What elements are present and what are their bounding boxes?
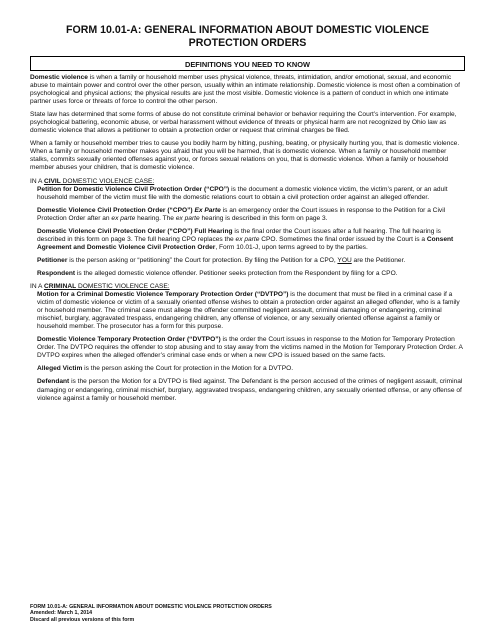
footer-amended-date: Amended: March 1, 2014: [30, 610, 93, 617]
civil-heading-suffix: DOMESTIC VIOLENCE CASE:: [60, 177, 155, 185]
petitioner-you: YOU: [337, 256, 352, 264]
criminal-heading-suffix: DOMESTIC VIOLENCE CASE:: [76, 282, 170, 290]
civil-case-heading: [30, 178, 465, 186]
full-hearing-paragraph: [37, 228, 465, 252]
term-domestic-violence: Domestic violence: [30, 74, 88, 81]
term-petitioner: Petitioner: [37, 256, 68, 264]
ex-parte-text-3: hearing is described in this form on page 3.: [199, 214, 328, 222]
alleged-victim-text: is the person asking the Court for protection in the Motion for a DVTPO.: [82, 365, 294, 373]
term-dvtpo-motion: Motion for a Criminal Domestic Violence Temporary Protection Order (“DVTPO”): [37, 291, 289, 299]
petitioner-end: are the Petitioner.: [351, 256, 406, 264]
footer-form-title: FORM 10.01-A: GENERAL INFORMATION ABOUT DOMESTIC VIOLENCE PROTECTION ORDERS: [30, 604, 272, 610]
full-hearing-text-3: , Form 10.01-J, upon terms agreed to by the parties.: [215, 243, 368, 251]
term-alleged-victim: Alleged Victim: [37, 365, 83, 373]
footer-discard-note: Discard all previous versions of this form: [30, 616, 135, 623]
term-ex-parte-italic: Ex Parte: [194, 206, 221, 214]
ex-parte-italic-3: ex parte: [175, 214, 200, 222]
dvtpo-order-paragraph: [37, 336, 465, 360]
full-hearing-italic: ex parte: [235, 235, 260, 243]
ex-parte-text-1: is an emergency order the Court issues in response to the Petition for a Civil Protection Order after an: [37, 206, 446, 222]
petitioner-text: is the person asking or “petitioning” the Court for protection. By filing the Petition for a CPO,: [67, 256, 338, 264]
respondent-text: is the alleged domestic violence offender. Petitioner seeks protection from the Respondent by filing for a CPO.: [75, 269, 398, 277]
family-member-paragraph: When a family or household member tries to cause you bodily harm by hitting, pushing, beating, or physically hurting you, that is domestic violence. When a family or household member makes you afraid that you will be harmed, that is domestic violence. When a family or household member stalks, commits sexually oriented offenses against you, or forces sexual relations on you, that is domestic violence. When a family or household member abuses your children, that is domestic violence.: [30, 140, 460, 172]
term-cpo-ex-parte: Domestic Violence Civil Protection Order (“CPO”): [37, 206, 195, 214]
page-title: [30, 24, 465, 50]
defendant-text: is the person the Motion for a DVTPO is filed against. The Defendant is the person accused of the crimes of negligent assault, criminal damaging or endangering, criminal mischief, burglary, aggravated trespass, endangering children, any sexually oriented offense, or any offense of violence against a family or household member.: [37, 378, 463, 402]
dvtpo-motion-paragraph: [37, 291, 465, 331]
term-dvtpo-order: Domestic Violence Temporary Protection Order (“DVTPO”): [37, 336, 221, 344]
ex-parte-paragraph: [37, 207, 465, 223]
title-line-1: FORM 10.01-A: GENERAL INFORMATION ABOUT DOMESTIC VIOLENCE: [66, 24, 429, 36]
term-respondent: Respondent: [37, 269, 76, 277]
full-hearing-text-1: is the final order the Court issues after a full hearing. The full hearing is described in this form on page 3. The full hearing CPO replaces the: [37, 227, 441, 243]
term-full-hearing: Domestic Violence Civil Protection Order (“CPO”) Full Hearing: [37, 227, 233, 235]
term-defendant: Defendant: [37, 378, 70, 386]
criminal-heading-prefix: IN A: [30, 282, 44, 290]
dvtpo-order-text: is the order the Court issues in response to the Motion for Temporary Protection Order. The DVTPO requires the offender to stop abusing and to stay away from the victims named in the Motion for Temporary Protection Order. A DVTPO expires when the alleged offender’s criminal case ends or when a new CPO is issued based on the same facts.: [37, 336, 463, 360]
criminal-case-heading: [30, 283, 465, 291]
ex-parte-text-2: hearing. The: [135, 214, 176, 222]
ex-parte-italic-2: ex parte: [111, 214, 136, 222]
intro-text: is when a family or household member uses physical violence, threats, intimidation, and/or emotional, sexual, and economic abuse to maintain power and control over the other person, usually within an intimate relationship. Domestic violence is most often a combination of psychological and physical actions; the physical results are just the most visible. Domestic violence is a pattern of conduct in which one intimate partner uses force or threats of force to control the other person.: [30, 74, 460, 106]
intro-paragraph: [30, 74, 465, 106]
term-cpo-petition: Petition for Domestic Violence Civil Protection Order (“CPO”): [37, 185, 230, 193]
alleged-victim-paragraph: [37, 365, 465, 373]
dvtpo-motion-text: is the document that must be filed in a criminal case if a victim of domestic violence or victim of a sexually oriented offense wishes to obtain a protection order against an alleged offender, who is a family or household member. The criminal case must allege the offender committed negligent assault, criminal damaging or endangering, criminal mischief, burglary, aggravated trespass, endangering children, any offense of violence, or any sexually oriented offense against a family or household member. The prosecutor has a form for this purpose.: [37, 291, 460, 331]
cpo-petition-paragraph: [37, 186, 465, 202]
full-hearing-text-2: CPO. Sometimes the final order issued by the Court is a: [259, 235, 427, 243]
respondent-paragraph: [37, 270, 465, 278]
defendant-paragraph: [37, 378, 465, 402]
state-law-paragraph: State law has determined that some forms of abuse do not constitute criminal behavior or behavior requiring the Court’s intervention. For example, psychological battering, economic abuse, or verbal harassment without evidence of threats or physical harm are not recognized by Ohio law as domestic violence that allows a petitioner to obtain a protection order or request that criminal charges be filed.: [30, 111, 457, 135]
consent-agreement-term: Consent Agreement and Domestic Violence Civil Protection Order: [37, 235, 454, 251]
cpo-petition-text: is the document a domestic violence victim, the victim’s parent, or an adult household member of the victim must file with the domestic relations court to obtain a civil protection order against an alleged offender.: [37, 185, 448, 201]
civil-heading-prefix: IN A: [30, 177, 44, 185]
petitioner-paragraph: [37, 257, 465, 265]
document-body: [30, 74, 465, 408]
civil-heading-emphasis: CIVIL: [43, 177, 61, 185]
definitions-header: DEFINITIONS YOU NEED TO KNOW: [30, 56, 465, 71]
title-line-2: PROTECTION ORDERS: [188, 37, 307, 49]
criminal-heading-emphasis: CRIMINAL: [43, 282, 77, 290]
page-footer: [30, 604, 272, 623]
